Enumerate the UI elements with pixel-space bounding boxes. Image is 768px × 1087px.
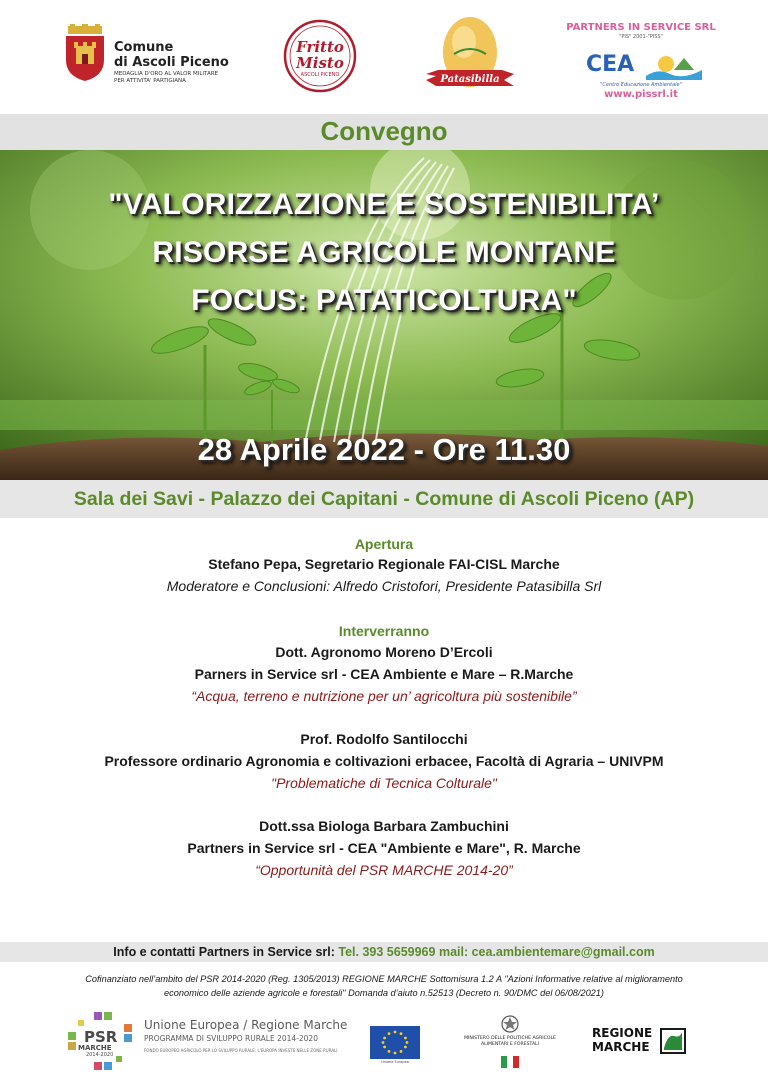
partners-in-service-logo	[566, 22, 716, 102]
speaker2-affiliation: Professore ordinario Agronomia e coltivazioni erbacee, Facoltà di Agraria – UNIVPM	[104, 753, 664, 769]
comune-medal-text: MEDAGLIA D'ORO AL VALOR MILITARE	[114, 71, 219, 77]
speaker1-talk: “Acqua, terreno e nutrizione per un’ agricoltura più sostenibile”	[191, 688, 577, 704]
venue-text: Sala dei Savi - Palazzo dei Capitani - Comune di Ascoli Piceno (AP)	[73, 488, 695, 510]
comune-medal-text2: PER ATTIVITA' PARTIGIANA	[114, 78, 186, 84]
apertura-heading: Apertura	[354, 536, 414, 552]
eu-flag-logo	[370, 1026, 420, 1066]
contact-phone[interactable]: Tel. 393 5659969	[338, 945, 436, 959]
interverranno-heading: Interverranno	[338, 623, 430, 639]
apertura-speaker: Stefano Pepa, Segretario Regionale FAI-CISL Marche	[208, 556, 560, 572]
title-line1: "VALORIZZAZIONE E SOSTENIBILITA’	[108, 188, 660, 221]
contact-bar	[0, 942, 768, 962]
cea-text: CEA	[586, 52, 635, 77]
venue-band	[0, 480, 768, 518]
eu-caption: Unione Europea	[381, 1060, 409, 1064]
regione-marche-emblem-icon	[660, 1028, 686, 1054]
ue-line1: Unione Europea / Regione Marche	[144, 1018, 348, 1032]
ue-regione-logo	[144, 1018, 354, 1068]
italian-emblem-icon	[500, 1014, 520, 1034]
psr-marche-logo	[66, 1010, 136, 1074]
moderator-text: Moderatore e Conclusioni: Alfredo Cristofori, Presidente Patasibilla Srl	[166, 578, 602, 594]
ministero-line1: MINISTERO DELLE POLITICHE AGRICOLE	[464, 1036, 556, 1041]
psr-text: PSR	[84, 1028, 118, 1046]
egg-ribbon-icon	[424, 14, 516, 98]
speaker1-name: Dott. Agronomo Moreno D’Ercoli	[275, 644, 493, 660]
comune-line1: Comune	[114, 40, 174, 55]
pis-title: PARTNERS IN SERVICE SRL	[566, 22, 716, 33]
ue-line3: FONDO EUROPEO AGRICOLO PER LO SVILUPPO RURALE: L'EUROPA INVESTE NELLE ZONE RURALI	[144, 1048, 338, 1053]
psr-years-text: 2014-2020	[86, 1052, 114, 1058]
speaker2-talk: "Problematiche di Tecnica Colturale"	[271, 775, 497, 791]
ue-line2: PROGRAMMA DI SVILUPPO RURALE 2014-2020	[144, 1034, 318, 1043]
pis-url[interactable]: www.pissrl.it	[604, 89, 678, 100]
speaker3-affiliation: Partners in Service srl - CEA "Ambiente e Mare", R. Marche	[187, 840, 581, 856]
hero-banner	[0, 150, 768, 480]
city-crest-icon	[62, 24, 108, 82]
pis-subtitle: "PIS" 2001-"PISS"	[619, 34, 663, 40]
psr-marche-text: MARCHE	[78, 1044, 112, 1052]
comune-line2: di Ascoli Piceno	[114, 55, 229, 70]
comune-line3	[114, 71, 218, 85]
footer-logos	[0, 1004, 768, 1084]
misto-text: Misto	[296, 54, 344, 72]
event-type: Convegno	[320, 116, 448, 146]
speaker1-affiliation: Parners in Service srl - CEA Ambiente e Mare – R.Marche	[194, 666, 574, 682]
eu-flag-icon	[370, 1026, 420, 1059]
funding-note-line1: Cofinanziato nell’ambito del PSR 2014-2020 (Reg. 1305/2013) REGIONE MARCHE Sottomisura 1.2 A "Azioni Informative relative al miglioramento	[85, 974, 683, 984]
regione-text: REGIONE	[592, 1026, 653, 1040]
speaker3-talk: “Opportunità del PSR MARCHE 2014-20”	[255, 862, 513, 878]
fritto-city-text: ASCOLI PICENO	[300, 72, 340, 78]
comune-ascoli-logo	[62, 24, 252, 84]
cea-tagline: "Centro Educazione Ambientale"	[600, 82, 682, 88]
fritto-misto-logo	[282, 18, 358, 94]
event-datetime: 28 Aprile 2022 - Ore 11.30	[197, 432, 571, 467]
ministero-text	[444, 1036, 576, 1048]
speaker3-name: Dott.ssa Biologa Barbara Zambuchini	[259, 818, 509, 834]
title-line2: RISORSE AGRICOLE MONTANE	[152, 236, 616, 269]
patasibilla-logo	[424, 14, 516, 98]
italian-flag-icon	[501, 1056, 519, 1068]
fritto-text: Fritto	[296, 38, 344, 56]
marche-text: MARCHE	[592, 1040, 650, 1054]
cea-sun-icon	[644, 50, 704, 80]
regione-marche-logo	[592, 1026, 692, 1062]
contact-email[interactable]: mail: cea.ambientemare@gmail.com	[438, 945, 655, 959]
event-type-band	[0, 114, 768, 150]
speaker2-name: Prof. Rodolfo Santilocchi	[300, 731, 468, 747]
contact-label: Info e contatti Partners in Service srl:	[113, 945, 335, 959]
patasibilla-text: Patasibilla	[440, 74, 500, 85]
funding-note-line2: economico delle aziende agricole e forestali" Domanda d’aiuto n.52513 (Decreto n. 90/DMC del 06/08/2021)	[164, 988, 604, 998]
title-line3: FOCUS: PATATICOLTURA"	[191, 284, 577, 317]
ministero-line2: ALIMENTARI E FORESTALI	[480, 1042, 540, 1047]
header-logos	[0, 0, 768, 112]
ministero-logo	[444, 1014, 576, 1072]
